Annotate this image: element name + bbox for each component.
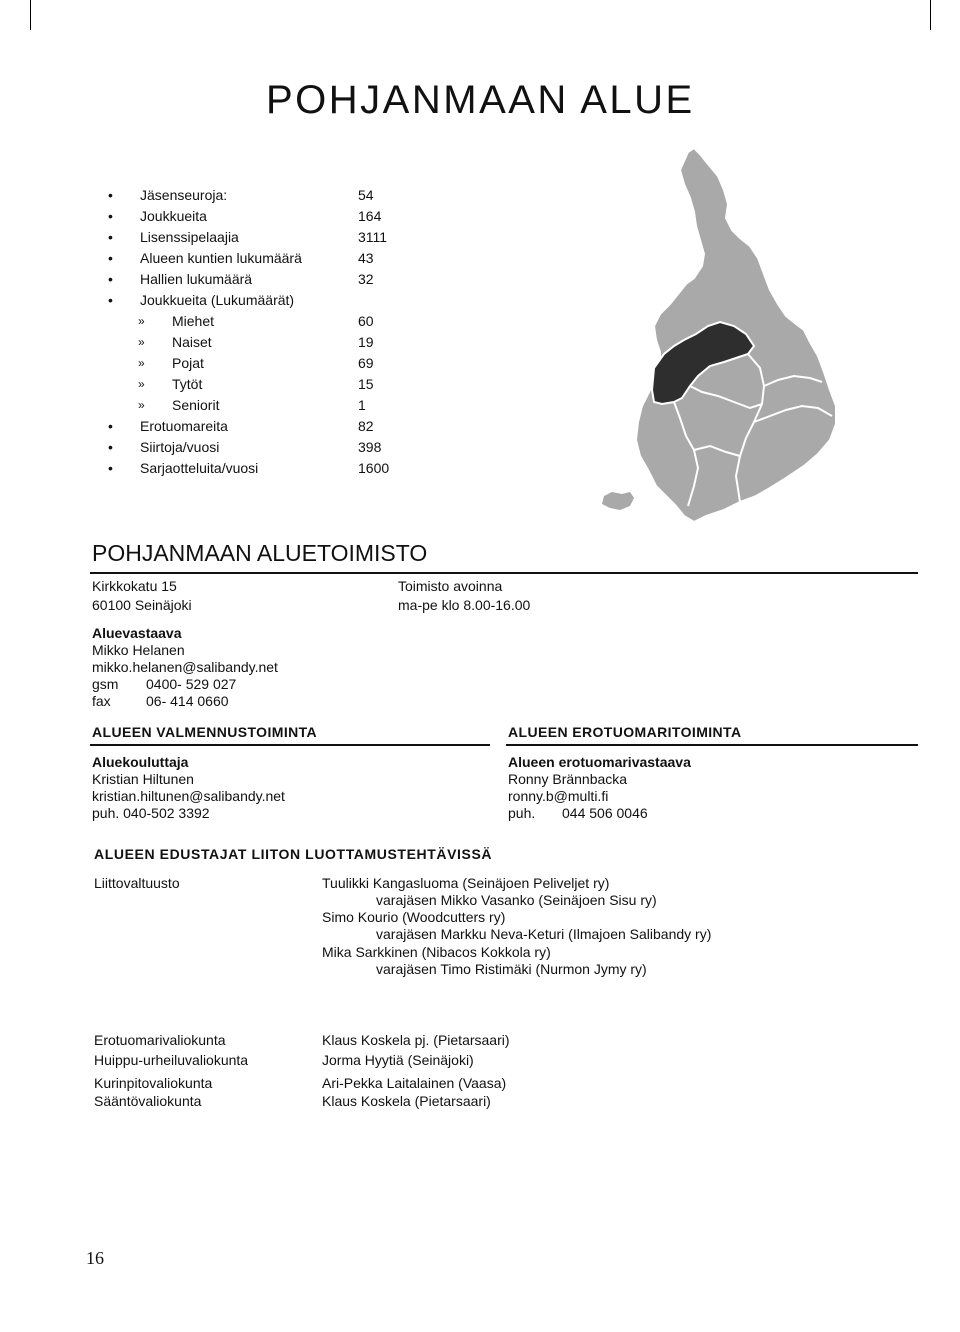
gsm-label: gsm	[92, 676, 119, 692]
council-member: Tuulikki Kangasluoma (Seinäjoen Peliveljet ry)	[322, 875, 610, 891]
stat-value: 3111	[358, 229, 388, 245]
council-member: Simo Kourio (Woodcutters ry)	[322, 909, 506, 925]
rep-email[interactable]: mikko.helanen@salibandy.net	[92, 659, 278, 675]
bullet-icon: •	[108, 229, 113, 245]
map-island-aland	[602, 492, 634, 510]
bullet-icon: •	[108, 460, 113, 476]
committee-person: Jorma Hyytiä (Seinäjoki)	[322, 1052, 474, 1068]
coaching-role: Aluekouluttaja	[92, 754, 189, 770]
stat-label: Lisenssipelaajia	[140, 229, 239, 245]
divider	[90, 744, 490, 746]
committee-name: Sääntövaliokunta	[94, 1093, 202, 1109]
stat-row	[108, 375, 408, 396]
page-title: POHJANMAAN ALUE	[266, 78, 695, 122]
committee-name: Kurinpitovaliokunta	[94, 1075, 213, 1091]
crop-mark-right	[930, 0, 931, 30]
bullet-icon: •	[108, 208, 113, 224]
bullet-icon: •	[108, 271, 113, 287]
stat-value: 60	[358, 313, 374, 329]
stat-label: Alueen kuntien lukumäärä	[140, 250, 302, 266]
committee-name: Erotuomarivaliokunta	[94, 1032, 226, 1048]
referee-title: ALUEEN EROTUOMARITOIMINTA	[508, 724, 742, 740]
stat-label: Sarjaotteluita/vuosi	[140, 460, 259, 476]
referee-role: Alueen erotuomarivastaava	[508, 754, 691, 770]
coaching-title: ALUEEN VALMENNUSTOIMINTA	[92, 724, 318, 740]
stat-value: 164	[358, 208, 382, 224]
stat-row	[108, 417, 408, 438]
stat-row	[108, 228, 408, 249]
referee-name: Ronny Brännbacka	[508, 771, 628, 787]
council-deputy: varajäsen Mikko Vasanko (Seinäjoen Sisu ry)	[376, 892, 657, 908]
bullet-icon: »	[138, 335, 145, 349]
committee-name: Huippu-urheiluvaliokunta	[94, 1052, 249, 1068]
bullet-icon: •	[108, 439, 113, 455]
office-city: 60100 Seinäjoki	[92, 597, 192, 613]
stat-value: 1600	[358, 460, 390, 476]
stat-label: Miehet	[172, 313, 215, 329]
stat-label: Jäsenseuroja:	[140, 187, 228, 203]
coaching-name: Kristian Hiltunen	[92, 771, 194, 787]
bullet-icon: •	[108, 292, 113, 308]
council-deputy: varajäsen Markku Neva-Keturi (Ilmajoen Salibandy ry)	[376, 926, 712, 942]
stat-label: Seniorit	[172, 397, 220, 413]
stat-label: Joukkueita (Lukumäärät)	[140, 292, 295, 308]
trust-title: ALUEEN EDUSTAJAT LIITON LUOTTAMUSTEHTÄVISSÄ	[94, 846, 493, 862]
stat-row	[108, 459, 408, 480]
stat-row	[108, 291, 408, 312]
rep-heading: Aluevastaava	[92, 625, 182, 641]
stat-row	[108, 249, 408, 270]
rep-name: Mikko Helanen	[92, 642, 185, 658]
stat-row	[108, 186, 408, 207]
council-label: Liittovaltuusto	[94, 875, 180, 891]
referee-phone-label: puh.	[508, 805, 536, 821]
bullet-icon: •	[108, 187, 113, 203]
coaching-email[interactable]: kristian.hiltunen@salibandy.net	[92, 788, 285, 804]
council-deputy: varajäsen Timo Ristimäki (Nurmon Jymy ry)	[376, 961, 647, 977]
stat-value: 1	[358, 397, 366, 413]
stat-label: Hallien lukumäärä	[140, 271, 253, 287]
stat-label: Pojat	[172, 355, 204, 371]
stat-row	[108, 354, 408, 375]
page-number: 16	[86, 1248, 104, 1268]
stat-row	[108, 396, 408, 417]
crop-mark-left	[30, 0, 31, 30]
stat-label: Erotuomareita	[140, 418, 228, 434]
gsm-number: 0400- 529 027	[146, 676, 237, 692]
stat-value: 398	[358, 439, 382, 455]
stat-value: 82	[358, 418, 374, 434]
stat-label: Joukkueita	[140, 208, 207, 224]
bullet-icon: •	[108, 418, 113, 434]
office-hours-label: Toimisto avoinna	[398, 578, 503, 594]
stats-list	[108, 186, 408, 480]
divider	[90, 572, 918, 574]
committee-person: Klaus Koskela (Pietarsaari)	[322, 1093, 491, 1109]
stat-row	[108, 333, 408, 354]
bullet-icon: »	[138, 398, 145, 412]
stat-value: 19	[358, 334, 374, 350]
bullet-icon: »	[138, 314, 145, 328]
referee-phone: 044 506 0046	[562, 805, 648, 821]
coaching-phone: puh. 040-502 3392	[92, 805, 210, 821]
office-hours: ma-pe klo 8.00-16.00	[398, 597, 531, 613]
referee-email[interactable]: ronny.b@multi.fi	[508, 788, 609, 804]
stat-label: Tytöt	[172, 376, 203, 392]
fax-number: 06- 414 0660	[146, 693, 229, 709]
fax-label: fax	[92, 693, 111, 709]
finland-region-map-icon	[590, 140, 960, 540]
committee-person: Ari-Pekka Laitalainen (Vaasa)	[322, 1075, 507, 1091]
stat-row	[108, 270, 408, 291]
stat-row	[108, 207, 408, 228]
divider	[506, 744, 918, 746]
stat-row	[108, 312, 408, 333]
office-street: Kirkkokatu 15	[92, 578, 177, 594]
stat-row	[108, 438, 408, 459]
stat-value: 54	[358, 187, 374, 203]
stat-label: Siirtoja/vuosi	[140, 439, 220, 455]
stat-label: Naiset	[172, 334, 212, 350]
council-member: Mika Sarkkinen (Nibacos Kokkola ry)	[322, 944, 551, 960]
bullet-icon: •	[108, 250, 113, 266]
stat-value: 69	[358, 355, 374, 371]
bullet-icon: »	[138, 377, 145, 391]
office-title: POHJANMAAN ALUETOIMISTO	[92, 540, 428, 566]
bullet-icon: »	[138, 356, 145, 370]
stat-value: 32	[358, 271, 374, 287]
stat-value: 15	[358, 376, 374, 392]
stat-value: 43	[358, 250, 374, 266]
map-regions	[602, 148, 836, 522]
committee-person: Klaus Koskela pj. (Pietarsaari)	[322, 1032, 510, 1048]
